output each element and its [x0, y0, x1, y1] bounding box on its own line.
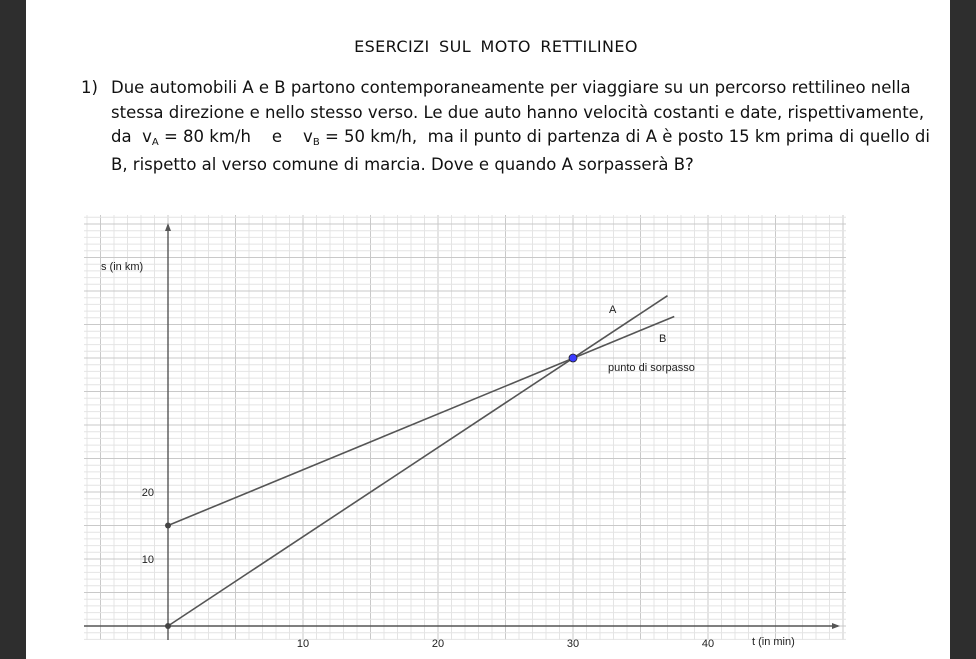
- series-start-point-a: [165, 623, 171, 629]
- series-line-a: [168, 296, 668, 626]
- x-axis-label: t (in min): [752, 636, 795, 648]
- series-line-b: [168, 316, 674, 525]
- x-tick-label: 10: [296, 638, 310, 650]
- chart-grid: [84, 215, 846, 640]
- conjunction: e: [271, 127, 283, 146]
- document-page: [26, 0, 950, 659]
- overtake-label: punto di sorpasso: [608, 362, 695, 374]
- page-title: ESERCIZI SUL MOTO RETTILINEO: [354, 37, 638, 56]
- x-tick-label: 30: [566, 638, 580, 650]
- exercise-number: 1): [81, 78, 98, 97]
- x-axis-arrow: [832, 623, 840, 629]
- exercise-text-part2: ma il punto di partenza di A è posto 15 km prima di quello di B, rispetto al verso comune di marcia. Dove e quando A sorpasserà B?: [111, 127, 930, 174]
- chart-labels: [101, 261, 795, 650]
- velocity-a: vA = 80 km/h: [142, 127, 251, 148]
- x-tick-label: 20: [431, 638, 445, 650]
- y-tick-label: 20: [141, 487, 154, 499]
- overtake-point: [569, 354, 577, 362]
- velocity-b: vB = 50 km/h,: [303, 127, 418, 148]
- y-tick-label: 10: [141, 554, 154, 566]
- y-axis-label: s (in km): [101, 261, 144, 273]
- motion-chart: [26, 0, 950, 659]
- series-label-b: B: [659, 333, 667, 345]
- exercise-text-part1: Due automobili A e B partono contemporaneamente per viaggiare su un percorso rettilineo nella stessa direzione e nello stesso verso. Le due auto hanno velocità costanti e date, rispettivamente, da: [111, 78, 925, 146]
- series-label-a: A: [609, 304, 617, 316]
- series-start-point-b: [165, 523, 171, 529]
- x-tick-label: 40: [701, 638, 715, 650]
